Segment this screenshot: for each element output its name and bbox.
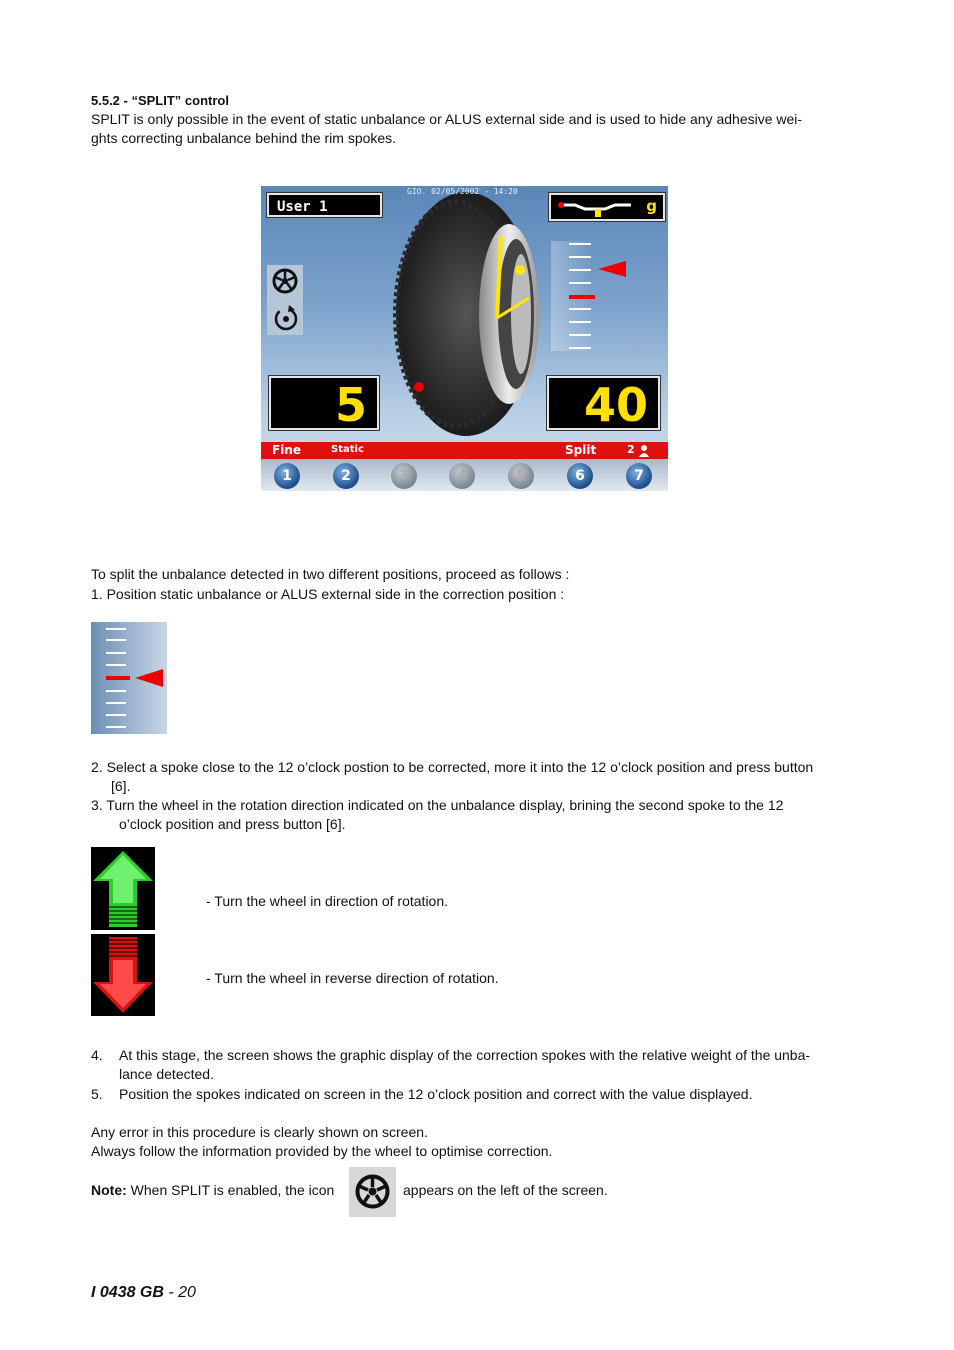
function-bar [261, 442, 668, 459]
split-label: Split [565, 443, 597, 457]
static-label: Static [331, 444, 364, 455]
note-line [91, 1181, 334, 1200]
position-indicator [551, 241, 591, 351]
button-2[interactable]: 2 [333, 463, 359, 489]
unit-label: g [646, 197, 657, 215]
button-4[interactable]: 4 [449, 463, 475, 489]
step-3-line-2: o’clock position and press button [6]. [119, 816, 346, 832]
step-5-number: 5. [91, 1086, 103, 1102]
balance-mode-panel [549, 193, 665, 221]
button-3[interactable]: 3 [391, 463, 417, 489]
left-value-display: 5 [269, 376, 379, 430]
datetime: GIO. 02/05/2002 - 14:20 [407, 187, 518, 196]
note-label: Note: [91, 1182, 127, 1198]
step-3-line-1: 3. Turn the wheel in the rotation direction indicated on the unbalance display, brining the second spoke to the 12 [91, 797, 784, 813]
mode-icons [267, 265, 303, 335]
correction-arrow-icon [135, 669, 165, 687]
button-1[interactable]: 1 [274, 463, 300, 489]
error-note: Any error in this procedure is clearly shown on screen. [91, 1124, 428, 1140]
step-1: 1. Position static unbalance or ALUS external side in the correction position : [91, 586, 565, 602]
user-panel: User 1 [267, 193, 382, 217]
balancer-screen [261, 186, 668, 491]
intro-line-2: ghts correcting unbalance behind the rim spokes. [91, 130, 397, 146]
step-4-line-2: lance detected. [119, 1066, 214, 1082]
procedure-intro: To split the unbalance detected in two different positions, proceed as follows : [91, 566, 570, 582]
target-arrow-icon [598, 261, 628, 277]
intro-line-1: SPLIT is only possible in the event of static unbalance or ALUS external side and is used to hide any adhesive wei- [91, 111, 803, 127]
split-spoke-icon [271, 267, 299, 295]
step-5-text: Position the spokes indicated on screen in the 12 o’clock position and correct with the value displayed. [119, 1086, 753, 1102]
correction-position-indicator [91, 622, 167, 734]
step-4-number: 4. [91, 1047, 103, 1063]
page-number: - 20 [163, 1284, 196, 1301]
note-text: When SPLIT is enabled, the icon [130, 1182, 335, 1198]
operator-icon [638, 444, 650, 457]
rotation-icon [271, 303, 301, 333]
button-5[interactable]: 5 [508, 463, 534, 489]
split-spoke-icon [354, 1173, 391, 1210]
section-heading: 5.5.2 - “SPLIT” control [91, 93, 229, 108]
note-after: appears on the left of the screen. [403, 1182, 608, 1198]
right-value-display: 40 [547, 376, 660, 430]
red-down-arrow-icon [91, 934, 155, 1016]
red-arrow-caption: - Turn the wheel in reverse direction of rotation. [206, 970, 499, 986]
button-7[interactable]: 7 [626, 463, 652, 489]
step-4-line-1: At this stage, the screen shows the graphic display of the correction spokes with the relative weight of the unba- [119, 1047, 811, 1063]
wheel-profile-icon [555, 197, 635, 217]
button-row [261, 459, 668, 491]
operator-counter: 2 [627, 443, 635, 456]
green-arrow-caption: - Turn the wheel in direction of rotation. [206, 893, 449, 909]
split-icon-box [349, 1167, 396, 1217]
fine-label: Fine [272, 443, 301, 457]
document-code: I 0438 GB [91, 1284, 164, 1301]
step-2-line-2: [6]. [111, 778, 131, 794]
green-up-arrow-icon [91, 847, 155, 930]
page-footer [91, 1284, 196, 1302]
step-2-line-1: 2. Select a spoke close to the 12 o’clock postion to be corrected, more it into the 12 o’clock position and press button [91, 759, 814, 775]
button-6[interactable]: 6 [567, 463, 593, 489]
follow-note: Always follow the information provided by the wheel to optimise correction. [91, 1143, 553, 1159]
